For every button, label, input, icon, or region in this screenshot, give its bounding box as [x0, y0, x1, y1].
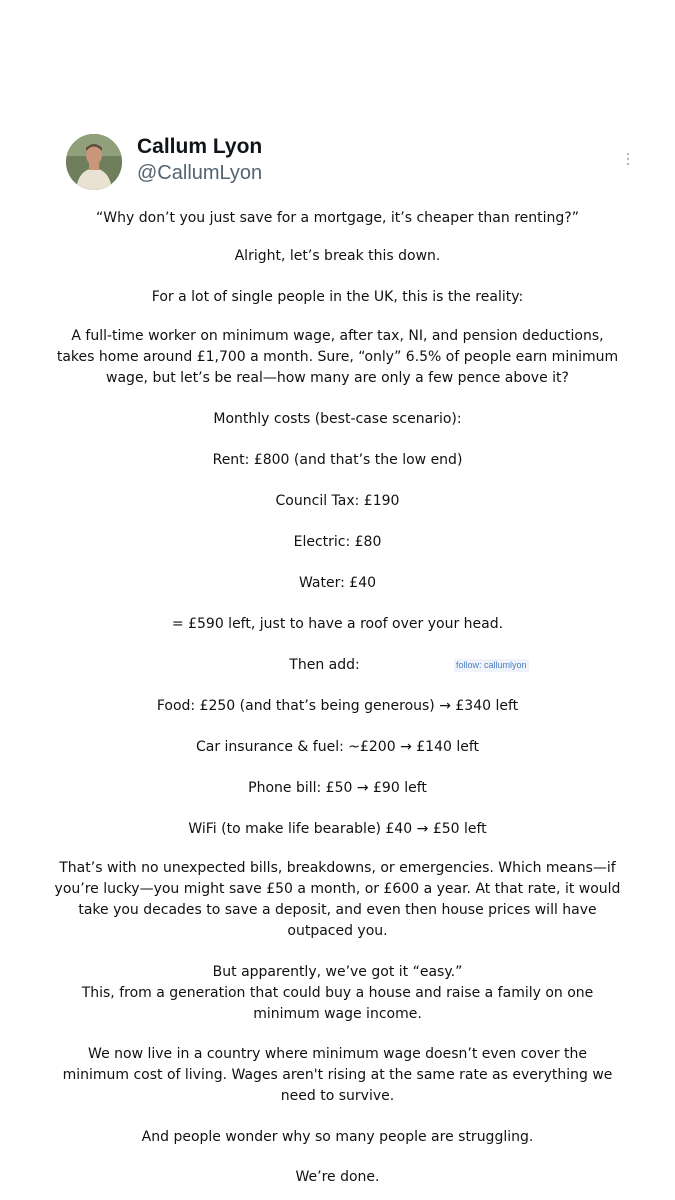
- tweet-line: WiFi (to make life bearable) £40 → £50 left: [188, 821, 487, 837]
- tweet-line: That’s with no unexpected bills, breakdowns, or emergencies. Which means—if: [59, 860, 616, 876]
- tweet-line: minimum cost of living. Wages aren't rising at the same rate as everything we: [62, 1067, 613, 1083]
- tweet-line: minimum wage income.: [253, 1006, 422, 1022]
- tweet-line: We now live in a country where minimum wage doesn’t even cover the: [88, 1046, 587, 1062]
- avatar[interactable]: [66, 134, 122, 190]
- more-options-icon[interactable]: [625, 153, 631, 167]
- tweet-line: outpaced you.: [287, 923, 388, 939]
- watermark: follow: callumlyon: [456, 660, 527, 670]
- profile-photo-icon: [66, 134, 122, 190]
- tweet-header: [66, 134, 626, 194]
- tweet-line: But apparently, we’ve got it “easy.”: [212, 964, 463, 980]
- author-handle[interactable]: @CallumLyon: [137, 162, 263, 184]
- tweet-line: This, from a generation that could buy a house and raise a family on one: [81, 985, 594, 1001]
- tweet-line: Phone bill: £50 → £90 left: [248, 780, 427, 796]
- tweet-line: We’re done.: [295, 1169, 380, 1185]
- author-name[interactable]: Callum Lyon: [137, 135, 263, 158]
- tweet-line: Rent: £800 (and that’s the low end): [212, 452, 463, 468]
- tweet-line: A full-time worker on minimum wage, after tax, NI, and pension deductions,: [71, 328, 604, 344]
- tweet-line: take you decades to save a deposit, and even then house prices will have: [78, 902, 597, 918]
- tweet-line: Water: £40: [298, 575, 377, 591]
- tweet-line: “Why don’t you just save for a mortgage, it’s cheaper than renting?”: [96, 210, 579, 226]
- tweet-line: Monthly costs (best-case scenario):: [213, 411, 462, 427]
- tweet-line: Electric: £80: [293, 534, 382, 550]
- tweet-line: And people wonder why so many people are struggling.: [141, 1129, 534, 1145]
- tweet-line: wage, but let’s be real—how many are only a few pence above it?: [106, 370, 569, 386]
- tweet-line: Council Tax: £190: [275, 493, 400, 509]
- tweet-line: you’re lucky—you might save £50 a month, or £600 a year. At that rate, it would: [54, 881, 621, 897]
- tweet-line: need to survive.: [280, 1088, 395, 1104]
- tweet-line: Alright, let’s break this down.: [234, 248, 441, 264]
- tweet-line: For a lot of single people in the UK, this is the reality:: [151, 289, 524, 305]
- tweet-line: = £590 left, just to have a roof over your head.: [171, 616, 504, 632]
- tweet-line: Food: £250 (and that’s being generous) → £340 left: [156, 698, 519, 714]
- tweet-line: takes home around £1,700 a month. Sure, “only” 6.5% of people earn minimum: [56, 349, 619, 365]
- tweet-line: Car insurance & fuel: ~£200 → £140 left: [195, 739, 480, 755]
- tweet-line: Then add:: [289, 657, 360, 673]
